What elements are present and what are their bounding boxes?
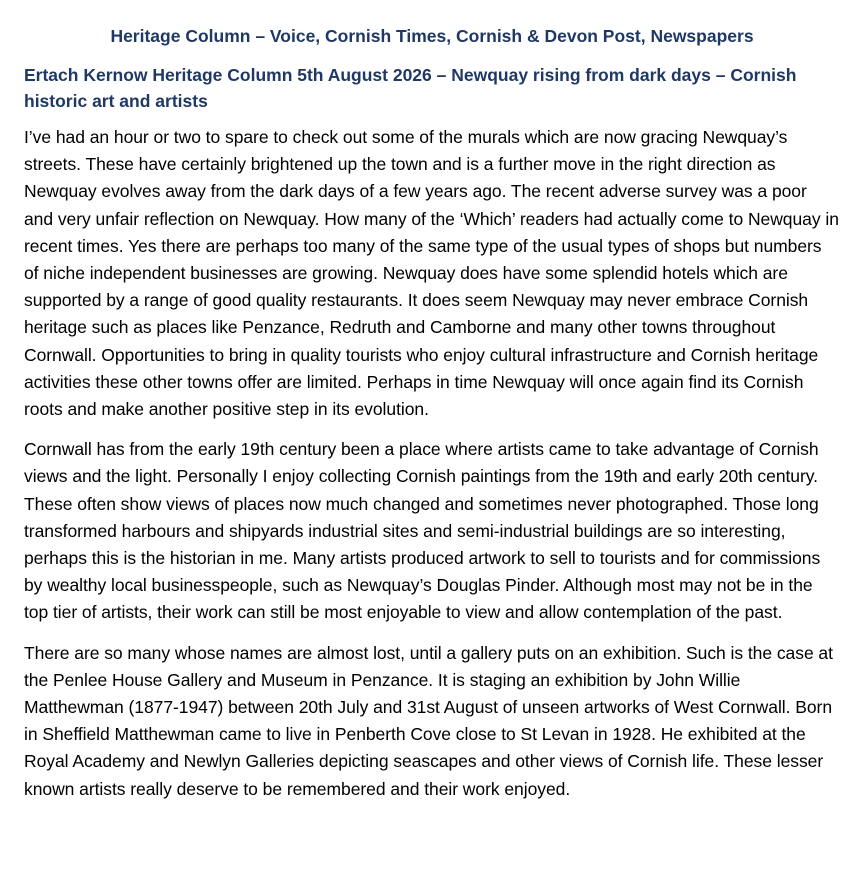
article-paragraph: There are so many whose names are almost lost, until a gallery puts on an exhibition. Such is the case at the Penlee House Gallery and Museum in Penzance. It is staging an exhibition by John Willie Matthewman (1877-1947) between 20th July and 31st August of unseen artworks of West Cornwall. Born in Sheffield Matthewman came to live in Penberth Cove close to St Levan in 1928. He exhibited at the Royal Academy and Newlyn Galleries depicting seascapes and other views of Cornish life. These lesser known artists really deserve to be remembered and their work enjoyed.	[24, 642, 833, 799]
column-header: Heritage Column – Voice, Cornish Times, Cornish & Devon Post, Newspapers	[110, 26, 754, 46]
article-paragraph: Cornwall has from the early 19th century been a place where artists came to take advantage of Cornish views and the light. Personally I enjoy collecting Cornish paintings from the 19th and early 20th century. These often show views of places now much changed and sometimes never photographed. Those long transformed harbours and shipyards industrial sites and semi-industrial buildings are so interesting, perhaps this is the historian in me. Many artists produced artwork to sell to tourists and for commissions by wealthy local businesspeople, such as Newquay’s Douglas Pinder. Although most may not be in the top tier of artists, their work can still be most enjoyable to view and allow contemplation of the past.	[24, 439, 821, 623]
article-paragraph: I’ve had an hour or two to spare to check out some of the murals which are now gracing Newquay’s streets. These have certainly brightened up the town and is a further move in the right direction as Newquay evolves away from the dark days of a few years ago. The recent adverse survey was a poor and very unfair reflection on Newquay. How many of the ‘Which’ readers had actually come to Newquay in recent times. Yes there are perhaps too many of the same type of the usual types of shops but numbers of niche independent businesses are growing. Newquay does have some splendid hotels which are supported by a range of good quality restaurants. It does seem Newquay may never embrace Cornish heritage such as places like Penzance, Redruth and Camborne and many other towns throughout Cornwall. Opportunities to bring in quality tourists who enjoy cultural infrastructure and Cornish heritage activities these other towns offer are limited. Perhaps in time Newquay will once again find its Cornish roots and make another positive step in its evolution.	[24, 127, 839, 420]
article-title: Ertach Kernow Heritage Column 5th August 2026 – Newquay rising from dark days – Cornish historic art and artists	[24, 65, 797, 111]
